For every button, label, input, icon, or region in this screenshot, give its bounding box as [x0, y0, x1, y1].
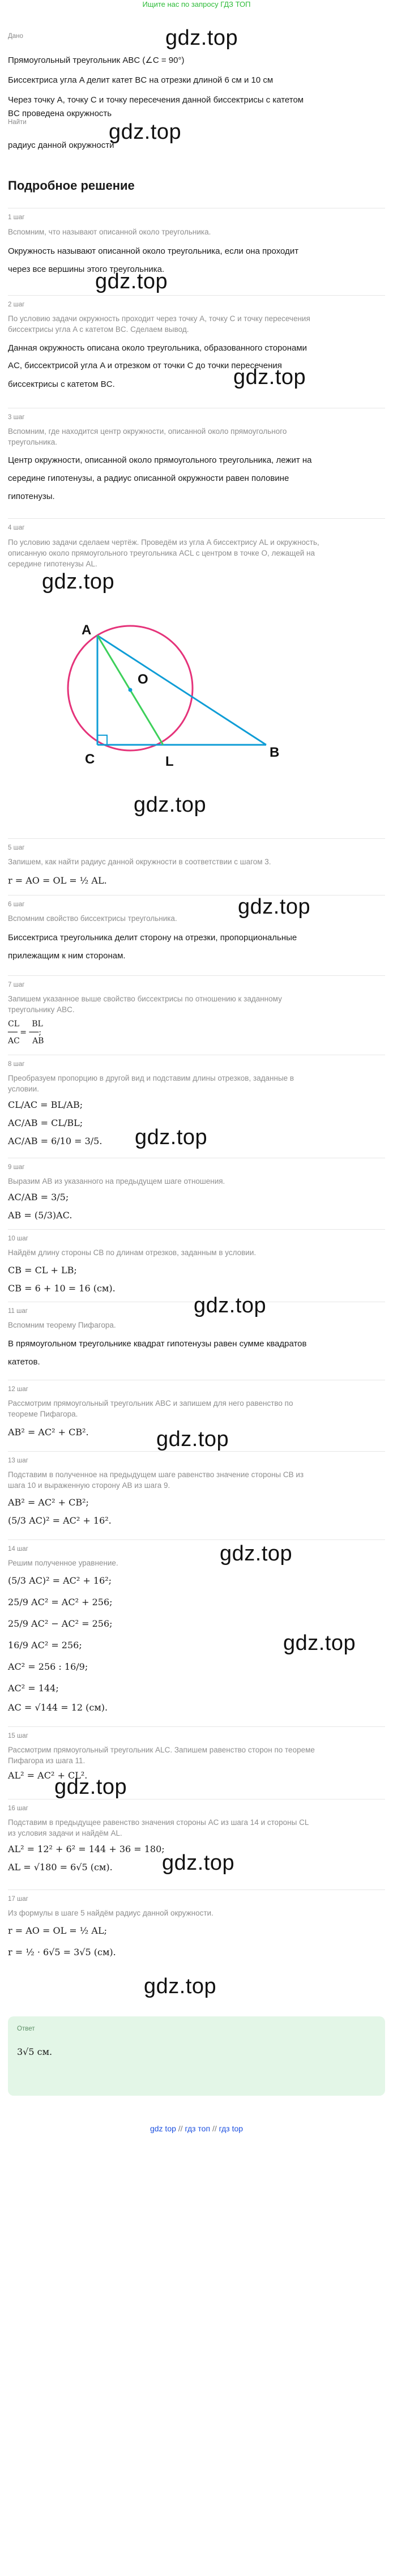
step-math: AL² = 12² + 6² = 144 + 36 = 180;: [8, 1844, 165, 1854]
step-note: Запишем, как найти радиус данной окружности в соответствии с шагом 3.: [8, 858, 271, 866]
watermark: gdz.top: [54, 1775, 127, 1799]
label-c: C: [85, 752, 95, 767]
watermark: gdz.top: [135, 1125, 208, 1149]
step-note: теореме Пифагора.: [8, 1410, 78, 1418]
footer-link[interactable]: гдз top: [219, 2124, 244, 2133]
step-note: Вспомним теорему Пифагора.: [8, 1321, 116, 1329]
step-label: 10 шаг: [8, 1235, 28, 1242]
watermark: gdz.top: [144, 1974, 217, 1998]
watermark: gdz.top: [238, 895, 311, 919]
step-note: описанную около прямоугольного треугольника ACL с центром в точке O, лежащей на: [8, 549, 315, 557]
step-label: 13 шаг: [8, 1457, 28, 1464]
step-text: Окружность называют описанной около треугольника, если она проходит: [8, 246, 299, 256]
step-note: По условию задачи сделаем чертёж. Проведём из угла A биссектрису AL и окружность,: [8, 538, 319, 547]
step-note: Решим полученное уравнение.: [8, 1559, 118, 1567]
step-note: Найдём длину стороны CB по длинам отрезков, заданным в условии.: [8, 1248, 257, 1257]
label-l: L: [165, 754, 174, 769]
top-banner[interactable]: Ищите нас по запросу ГДЗ ТОП: [142, 0, 251, 8]
step-note: По условию задачи окружность проходит через точку A, точку C и точку пересечения: [8, 314, 310, 323]
divider: [8, 838, 385, 839]
answer-label: Ответ: [17, 2025, 35, 2032]
step-note: Выразим AB из указанного на предыдущем шаге отношения.: [8, 1177, 225, 1185]
footer-separator: //: [178, 2124, 183, 2133]
step-text: гипотенузы.: [8, 492, 55, 501]
step-math: 16/9 AC² = 256;: [8, 1640, 82, 1650]
find-text: радиус данной окружности: [8, 140, 114, 150]
watermark: gdz.top: [233, 365, 306, 389]
step-text: прилежащим к ним сторонам.: [8, 951, 126, 961]
watermark: gdz.top: [134, 793, 207, 817]
step-label: 7 шаг: [8, 982, 25, 988]
step-math: 25/9 AC² = AC² + 256;: [8, 1597, 113, 1607]
watermark: gdz.top: [162, 1851, 235, 1875]
step-text: середине гипотенузы, а радиус описанной окружности равен половине: [8, 474, 289, 483]
center-point: [129, 688, 133, 692]
step-label: 3 шаг: [8, 414, 25, 421]
step-note: Подставим в полученное на предыдущем шаге равенство значение стороны CB из: [8, 1470, 304, 1479]
step-note: Из формулы в шаге 5 найдём радиус данной окружности.: [8, 1909, 213, 1917]
step-text: катетов.: [8, 1357, 40, 1367]
watermark: gdz.top: [220, 1542, 293, 1566]
step-math: AC² = 256 : 16/9;: [8, 1661, 88, 1672]
step-note: Запишем указанное выше свойство биссектрисы по отношению к заданному: [8, 995, 282, 1003]
step-note: середине гипотенузы AL.: [8, 560, 97, 568]
step-math: r = AO = OL = ½ AL.: [8, 875, 107, 886]
step-math: r = ½ · 6√5 = 3√5 (см).: [8, 1947, 116, 1957]
divider: [8, 295, 385, 296]
step-math: AC AB: [8, 1037, 44, 1046]
step-note: Вспомним, что называют описанной около треугольника.: [8, 228, 211, 236]
step-math: CL BL: [8, 1020, 43, 1029]
footer-link[interactable]: gdz top: [149, 2124, 176, 2133]
step-label: 11 шаг: [8, 1308, 28, 1315]
step-note: условии.: [8, 1085, 39, 1093]
step-text: AC, биссектрисой угла A и отрезком от точки C до точки пересечения: [8, 361, 282, 370]
step-math: AB² = AC² + CB²;: [8, 1497, 89, 1508]
geometry-figure: [57, 606, 317, 787]
step-math: AB² = AC² + CB².: [8, 1427, 89, 1438]
step-note: Преобразуем пропорцию в другой вид и подставим длины отрезков, заданные в: [8, 1074, 294, 1082]
footer-link[interactable]: гдз топ: [185, 2124, 211, 2133]
step-math: AC = √144 = 12 (см).: [8, 1702, 108, 1713]
given-line-2: Биссектриса угла A делит катет BC на отрезки длиной 6 см и 10 см: [8, 75, 274, 85]
step-math: AC/AB = 3/5;: [8, 1192, 69, 1202]
step-label: 8 шаг: [8, 1061, 25, 1068]
step-label: 2 шаг: [8, 301, 25, 308]
step-math: CL/AC = BL/AB;: [8, 1099, 83, 1110]
step-text: В прямоугольном треугольнике квадрат гипотенузы равен сумме квадратов: [8, 1339, 307, 1349]
step-label: 4 шаг: [8, 524, 25, 531]
solution-title: Подробное решение: [8, 178, 135, 193]
step-text: биссектрисы с катетом BC.: [8, 379, 115, 389]
divider: [8, 518, 385, 519]
step-label: 6 шаг: [8, 901, 25, 908]
step-math: AC/AB = 6/10 = 3/5.: [8, 1136, 102, 1146]
label-b: B: [270, 745, 280, 760]
step-note: шага 10 и выраженную сторону AB из шага 9.: [8, 1481, 170, 1490]
answer-value: 3√5 см.: [17, 2046, 53, 2057]
step-math: r = AO = OL = ½ AL;: [8, 1925, 107, 1936]
step-label: 16 шаг: [8, 1805, 28, 1812]
step-label: 17 шаг: [8, 1896, 28, 1903]
label-a: A: [82, 622, 92, 638]
step-math: (5/3 AC)² = AC² + 16²;: [8, 1575, 112, 1586]
divider: [8, 1726, 385, 1727]
step-note: Вспомним свойство биссектрисы треугольника.: [8, 914, 177, 923]
step-label: 15 шаг: [8, 1733, 28, 1739]
answer-box: [8, 2016, 385, 2096]
footer-links: [0, 2124, 393, 2133]
divider: [8, 975, 385, 976]
find-label: Найти: [8, 119, 27, 126]
step-note: Пифагора из шага 11.: [8, 1756, 86, 1765]
label-o: O: [138, 672, 148, 687]
step-math: 25/9 AC² − AC² = 256;: [8, 1618, 113, 1629]
step-note: Рассмотрим прямоугольный треугольник ALC. Запишем равенство сторон по теореме: [8, 1746, 315, 1754]
step-text: Центр окружности, описанной около прямоугольного треугольника, лежит на: [8, 455, 312, 465]
step-label: 12 шаг: [8, 1386, 28, 1393]
watermark: gdz.top: [95, 270, 168, 293]
watermark: gdz.top: [194, 1294, 267, 1317]
step-math: AC/AB = CL/BL;: [8, 1118, 83, 1128]
step-label: 14 шаг: [8, 1546, 28, 1553]
step-text: Данная окружность описана около треугольника, образованного сторонами: [8, 343, 307, 353]
step-label: 9 шаг: [8, 1164, 25, 1171]
given-line-4: BC проведена окружность: [8, 109, 112, 118]
watermark: gdz.top: [283, 1631, 356, 1655]
step-label: 1 шаг: [8, 214, 25, 221]
step-note: Вспомним, где находится центр окружности, описанной около прямоугольного: [8, 427, 287, 436]
divider: [8, 1451, 385, 1452]
given-line-1: Прямоугольный треугольник ABC (∠C = 90°): [8, 56, 185, 65]
divider: [8, 1539, 385, 1540]
watermark: gdz.top: [156, 1427, 229, 1451]
given-line-3: Через точку A, точку C и точку пересечения данной биссектрисы с катетом: [8, 95, 304, 105]
step-text: Биссектриса треугольника делит сторону на отрезки, пропорциональные: [8, 933, 297, 942]
step-note: из условия задачи и найдём AL.: [8, 1829, 122, 1837]
step-label: 5 шаг: [8, 845, 25, 851]
step-math: AL² = AC² + CL².: [8, 1770, 88, 1781]
divider: [8, 1229, 385, 1230]
given-label: Дано: [8, 33, 23, 40]
step-math: CB = CL + LB;: [8, 1265, 77, 1276]
step-note: Рассмотрим прямоугольный треугольник ABC и запишем для него равенство по: [8, 1399, 293, 1408]
step-math: CB = 6 + 10 = 16 (см).: [8, 1283, 116, 1294]
step-note: Подставим в предыдущее равенство значения стороны AC из шага 14 и стороны CL: [8, 1818, 309, 1827]
watermark: gdz.top: [165, 26, 238, 50]
step-math: AL = √180 = 6√5 (см).: [8, 1862, 113, 1873]
step-math: AB = (5/3)AC.: [8, 1210, 72, 1221]
watermark: gdz.top: [109, 120, 182, 144]
step-math: ── = ──;: [8, 1028, 42, 1037]
step-text: через все вершины этого треугольника.: [8, 265, 165, 274]
step-note: треугольнику ABC.: [8, 1005, 75, 1014]
step-note: треугольника.: [8, 438, 58, 446]
step-math: AC² = 144;: [8, 1683, 59, 1694]
step-math: (5/3 AC)² = AC² + 16².: [8, 1515, 112, 1526]
watermark: gdz.top: [42, 570, 115, 594]
footer-separator: //: [212, 2124, 217, 2133]
step-note: биссектрисы угла A с катетом BC. Сделаем вывод.: [8, 325, 189, 334]
